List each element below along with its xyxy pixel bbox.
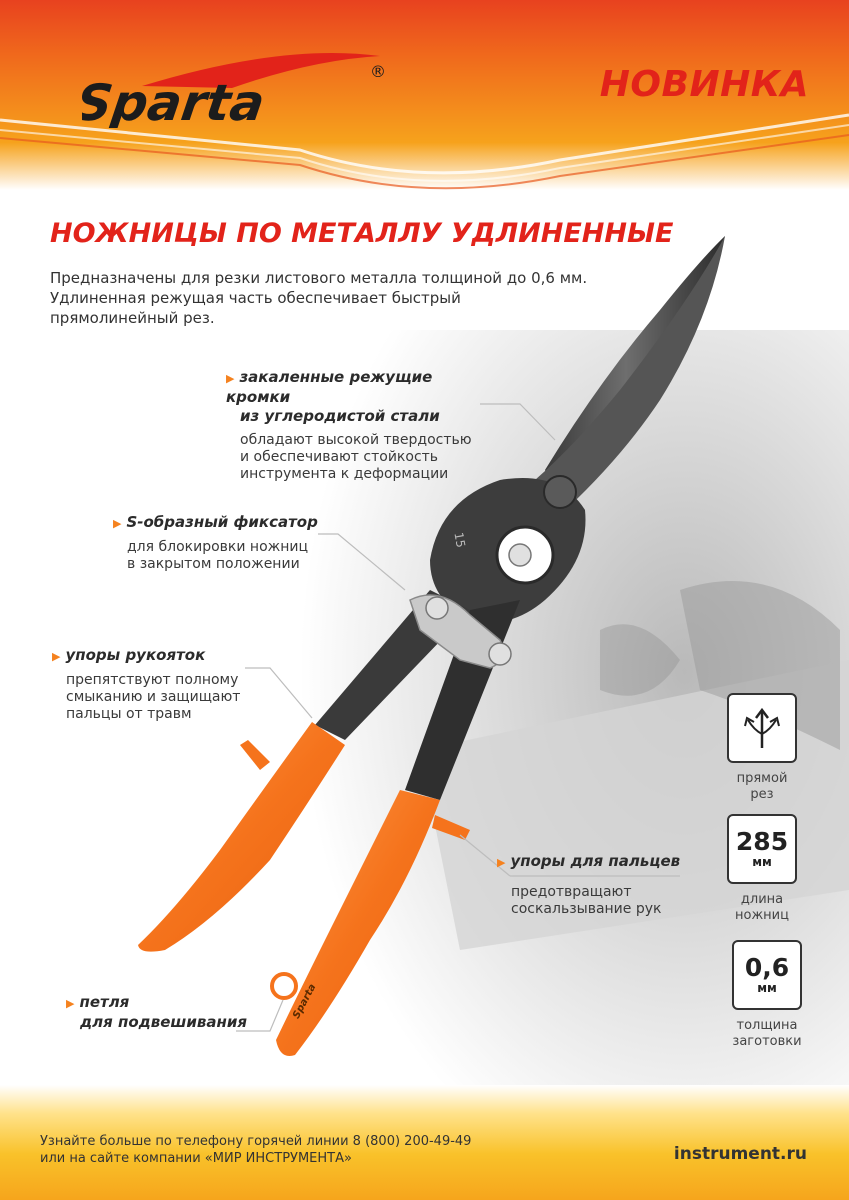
- svg-text:Sparta: Sparta: [82, 73, 269, 128]
- callout-title: ▶ закаленные режущие кромки из углеродистой стали: [226, 368, 440, 425]
- new-badge: НОВИНКА: [599, 64, 809, 105]
- callout-text: препятствуют полному смыканию и защищают пальцы от травм: [66, 672, 241, 722]
- spec-unit: мм: [752, 855, 772, 869]
- footer-website-link[interactable]: instrument.ru: [673, 1144, 807, 1164]
- arrow-right-icon: ▶: [226, 372, 235, 385]
- spec-caption: длина ножниц: [735, 892, 789, 923]
- callout-s-lock: [113, 513, 343, 573]
- straight-cut-arrows-icon: [740, 706, 784, 750]
- spec-box: [727, 814, 797, 884]
- callout-title: ▶ S-образный фиксатор: [113, 513, 318, 531]
- callout-title: ▶ упоры для пальцев: [497, 852, 681, 870]
- callout-text: для блокировки ножниц в закрытом положении: [127, 539, 309, 572]
- callout-text: обладают высокой твердостью и обеспечивают стойкость инструмента к деформации: [240, 432, 472, 482]
- spec-caption: прямой рез: [736, 771, 788, 802]
- callout-hanging-loop: [66, 993, 256, 1032]
- spec-unit: мм: [757, 981, 777, 995]
- callout-title: ▶ упоры рукояток: [52, 646, 206, 664]
- arrow-right-icon: ▶: [497, 856, 506, 869]
- spec-box: [732, 940, 802, 1010]
- arrow-right-icon: ▶: [66, 997, 75, 1010]
- callout-title: ▶ петля для подвешивания: [66, 993, 247, 1031]
- spec-thickness: [727, 940, 807, 1050]
- callout-text: предотвращают соскальзывание рук: [511, 884, 662, 917]
- spec-straight-cut: [722, 693, 802, 803]
- description-line: прямолинейный рез.: [50, 309, 215, 327]
- arrow-right-icon: ▶: [113, 517, 122, 530]
- callout-finger-stops: [497, 852, 697, 918]
- description-line: Удлиненная режущая часть обеспечивает быстрый: [50, 289, 461, 307]
- spec-value: 0,6: [744, 953, 790, 982]
- footer-band: [0, 1085, 849, 1200]
- callout-cutting-edges: [226, 368, 496, 483]
- spec-value: 285: [735, 827, 789, 856]
- arrow-right-icon: ▶: [52, 650, 61, 663]
- description-line: Предназначены для резки листового металла толщиной до 0,6 мм.: [50, 269, 588, 287]
- blade-stamp: 15: [451, 531, 468, 549]
- callout-handle-stops: [52, 646, 272, 723]
- handle-brand-mark: Sparta: [291, 982, 319, 1021]
- spec-box: [727, 693, 797, 763]
- spec-length: [722, 814, 802, 924]
- registered-mark: ®: [370, 62, 386, 81]
- spec-caption: толщина заготовки: [732, 1018, 802, 1049]
- footer-contact: Узнайте больше по телефону горячей линии 8 (800) 200-49-49 или на сайте компании «МИР ИНСТРУМЕНТА»: [40, 1134, 472, 1166]
- product-title: НОЖНИЦЫ ПО МЕТАЛЛУ УДЛИНЕННЫЕ: [50, 218, 674, 249]
